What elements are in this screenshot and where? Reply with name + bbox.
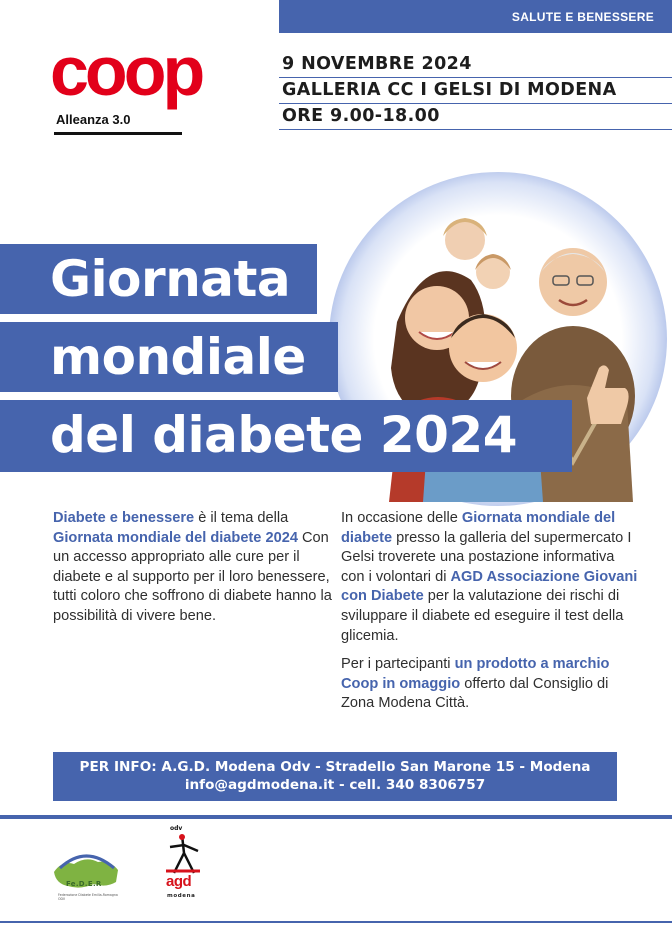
title-line-2: mondiale bbox=[0, 322, 338, 392]
highlight-gift: un prodotto a marchio Coop in omaggio bbox=[341, 656, 610, 692]
agd-logo bbox=[162, 827, 204, 905]
text: offerto dal Consiglio di Zona Modena Città. bbox=[341, 675, 609, 712]
highlight-event: Giornata mondiale del diabete 2024 bbox=[53, 529, 298, 546]
text: è il tema della bbox=[194, 510, 289, 526]
title-line-3: del diabete 2024 bbox=[0, 400, 572, 472]
highlight-event: Giornata mondiale del diabete bbox=[341, 510, 616, 546]
event-info bbox=[279, 52, 672, 130]
text: presso la galleria del supermercato I Gelsi troverete una postazione informativa con i volontari di bbox=[341, 529, 632, 585]
right-column bbox=[341, 509, 641, 723]
agd-city: modena bbox=[167, 893, 196, 899]
feder-caption: Federazione Diabete Emilia-Romagna ODV bbox=[58, 893, 118, 901]
text: per la valutazione dei rischi di sviluppare il diabete ed eseguire il test della glicemia. bbox=[341, 588, 624, 644]
coop-underline bbox=[54, 132, 182, 135]
event-date: 9 NOVEMBRE 2024 bbox=[279, 52, 672, 78]
event-place: GALLERIA CC I GELSI DI MODENA bbox=[279, 78, 672, 104]
category-banner: SALUTE E BENESSERE bbox=[279, 0, 672, 33]
divider bbox=[0, 815, 672, 819]
feder-label: Fe.D.E.R bbox=[66, 880, 102, 888]
contact-box bbox=[53, 752, 617, 801]
right-paragraph-1 bbox=[341, 509, 641, 646]
event-hours: ORE 9.00-18.00 bbox=[279, 104, 672, 130]
coop-logo bbox=[50, 32, 202, 136]
text: Per i partecipanti bbox=[341, 656, 455, 673]
coop-subtitle: Alleanza 3.0 bbox=[56, 112, 131, 127]
text: Con un accesso appropriato alle cure per il diabete e al supporto per il loro benessere, tutti coloro che soffrono di diabete hanno la possibilità di vivere bene. bbox=[53, 529, 332, 624]
title-line-1: Giornata bbox=[0, 244, 317, 314]
coop-wordmark: coop bbox=[50, 32, 202, 110]
highlight-agd: AGD Associazione Giovani con Diabete bbox=[341, 568, 638, 605]
contact-email-phone: info@agdmodena.it - cell. 340 8306757 bbox=[184, 777, 486, 793]
contact-address: PER INFO: A.G.D. Modena Odv - Stradello San Marone 15 - Modena bbox=[79, 759, 591, 775]
left-paragraph bbox=[53, 509, 335, 627]
feder-logo bbox=[50, 848, 122, 902]
agd-wordmark: agd bbox=[166, 873, 192, 890]
bottom-divider bbox=[0, 921, 672, 923]
text: In occasione delle bbox=[341, 510, 462, 526]
left-column bbox=[53, 509, 335, 636]
agd-odv-label: odv bbox=[170, 825, 183, 832]
highlight-theme: Diabete e benessere bbox=[53, 510, 195, 526]
right-paragraph-2 bbox=[341, 655, 641, 714]
